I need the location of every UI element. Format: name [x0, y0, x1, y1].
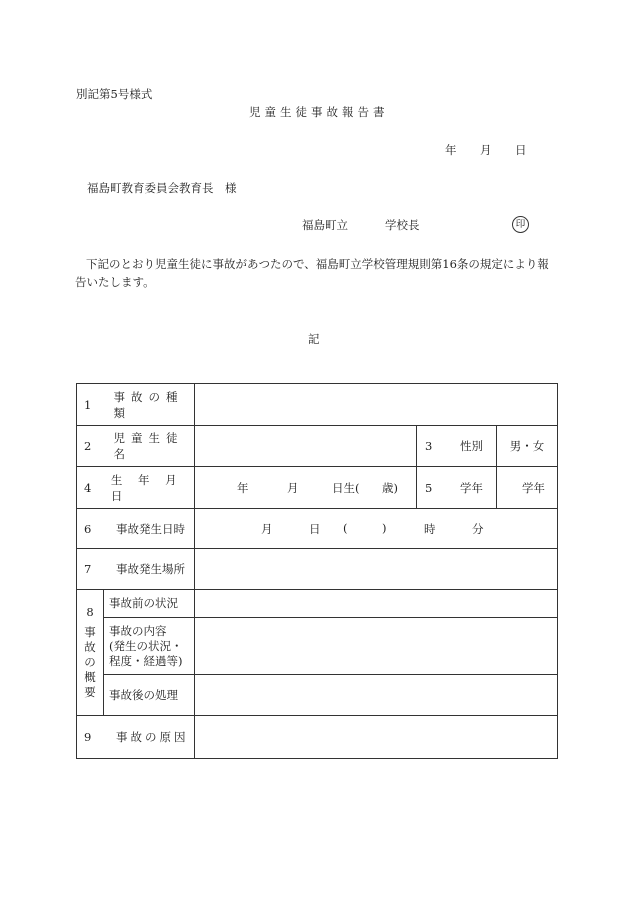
- form-number: 別記第5号様式: [76, 87, 153, 101]
- accident-kind-field[interactable]: [195, 384, 558, 426]
- seal-mark: 印: [512, 216, 529, 233]
- date-month: 月: [480, 143, 492, 157]
- sub-label-line: (発生の状況・: [109, 638, 183, 653]
- weekday-close-paren: ): [382, 521, 387, 535]
- row-number: 9: [84, 730, 92, 744]
- month-unit: 月: [261, 522, 273, 536]
- table-row-summary-before: [77, 590, 558, 618]
- table-row-birthdate: [77, 467, 558, 509]
- row-label: 事故発生場所: [116, 562, 185, 576]
- row-label: 学年: [460, 480, 483, 495]
- accident-cause-field[interactable]: [195, 716, 558, 759]
- grade-field[interactable]: [497, 467, 558, 509]
- accident-datetime-field[interactable]: [195, 509, 558, 549]
- group-char: 事: [84, 625, 96, 639]
- group-char: 概: [84, 670, 96, 684]
- date-day: 日: [515, 143, 527, 157]
- row-number: 3: [425, 439, 433, 453]
- row-label: 事故の種類: [113, 389, 184, 420]
- group-char: 故: [84, 640, 96, 654]
- accident-place-field[interactable]: [195, 549, 558, 590]
- row-number: 1: [84, 397, 92, 412]
- student-name-field[interactable]: [195, 426, 417, 467]
- before-situation-field[interactable]: [195, 590, 558, 618]
- age-unit: 歳): [382, 481, 398, 495]
- hour-unit: 時: [424, 522, 436, 536]
- row-number: 7: [84, 562, 92, 576]
- row-label: 事故の原因: [116, 730, 189, 744]
- addressee: 福島町教育委員会教育長 様: [87, 181, 237, 195]
- sub-label-content: [104, 624, 194, 669]
- body-text: 下記のとおり児童生徒に事故があつたので、福島町立学校管理規則第16条の規定により報告いたします。: [75, 257, 549, 289]
- row-number: 6: [84, 521, 92, 536]
- weekday-open-paren: (: [343, 521, 348, 535]
- body-paragraph: [75, 255, 555, 291]
- school-name: 福島町立: [302, 218, 348, 232]
- birthdate-field[interactable]: [195, 467, 417, 509]
- sex-options: 男・女: [509, 439, 545, 453]
- row-label: 事故発生日時: [116, 521, 185, 536]
- table-row-datetime: [77, 509, 558, 549]
- row-number: 4: [84, 480, 92, 495]
- day-unit: 日: [309, 522, 321, 536]
- birth-year-unit: 年: [237, 481, 249, 495]
- summary-group-label: [77, 590, 104, 716]
- principal-title: 学校長: [385, 218, 420, 232]
- minute-unit: 分: [472, 522, 484, 536]
- document-title: 児童生徒事故報告書: [249, 105, 389, 119]
- table-row-summary-after: [77, 675, 558, 716]
- row-label: 性別: [460, 439, 483, 453]
- birth-month-unit: 月: [287, 481, 299, 495]
- sub-label-before: 事故前の状況: [109, 596, 178, 610]
- report-table: [76, 383, 558, 759]
- table-row-kind: [77, 384, 558, 426]
- ki-heading: 記: [308, 332, 320, 346]
- table-row-place: [77, 549, 558, 590]
- row-number: 8: [86, 605, 94, 619]
- table-row-summary-content: [77, 618, 558, 675]
- group-char: の: [84, 655, 96, 669]
- sex-field[interactable]: [497, 426, 558, 467]
- sub-label-after: 事故後の処理: [109, 687, 178, 702]
- birth-day-unit: 日生(: [332, 481, 360, 495]
- row-label: 児童生徒名: [113, 431, 184, 461]
- row-number: 5: [425, 480, 433, 495]
- sub-label-line: 事故の内容: [109, 623, 167, 638]
- table-row-student: [77, 426, 558, 467]
- sub-label-line: 程度・経過等): [109, 653, 183, 668]
- table-row-cause: [77, 716, 558, 759]
- group-char: 要: [84, 685, 96, 699]
- after-treatment-field[interactable]: [195, 675, 558, 716]
- date-year: 年: [445, 143, 457, 157]
- row-number: 2: [84, 439, 92, 453]
- row-label: 生 年 月 日: [110, 472, 183, 503]
- accident-content-field[interactable]: [195, 618, 558, 675]
- grade-unit: 学年: [522, 480, 546, 495]
